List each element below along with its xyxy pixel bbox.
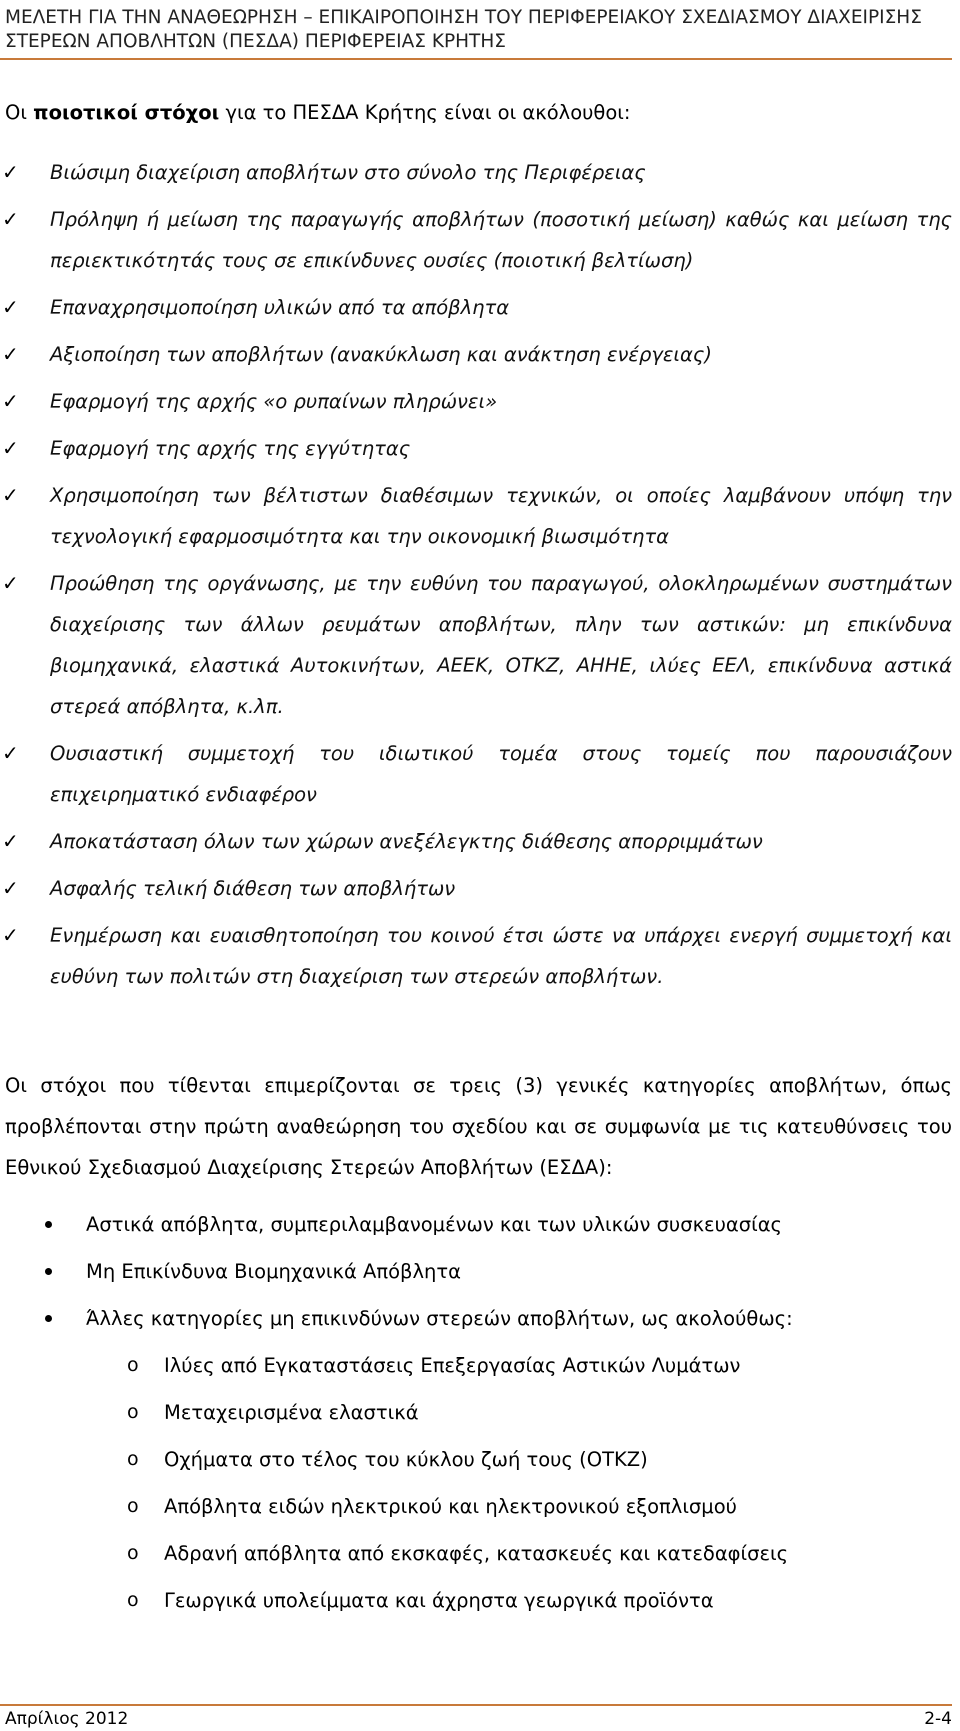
goal-text: Αποκατάσταση όλων των χώρων ανεξέλεγκτης διάθεσης απορριμμάτων [50,830,763,853]
intro-bold: ποιοτικοί στόχοι [33,101,220,124]
subcategory-text: Αδρανή απόβλητα από εκσκαφές, κατασκευές και κατεδαφίσεις [164,1542,789,1565]
subcategory-item [0,1439,952,1480]
intro-suffix: για το ΠΕΣΔΑ Κρήτης είναι οι ακόλουθοι: [219,101,631,124]
intro-line [5,100,630,126]
category-item [0,1251,952,1292]
goal-text: Ενημέρωση και ευαισθητοποίηση του κοινού έτσι ώστε να υπάρχει ενεργή συμμετοχή και ευθύνη των πολιτών στη διαχείριση των στερεών αποβλήτων. [50,924,952,988]
goal-item [0,563,952,727]
subcategory-text: Ιλύες από Εγκαταστάσεις Επεξεργασίας Αστικών Λυμάτων [164,1354,741,1377]
check-icon: ✓ [2,571,19,595]
subcategory-text: Γεωργικά υπολείμματα και άχρηστα γεωργικά προϊόντα [164,1589,714,1612]
subcategory-text: Οχήματα στο τέλος του κύκλου ζωή τους (ΟΤΚΖ) [164,1448,648,1471]
goal-item [0,475,952,557]
check-icon: ✓ [2,207,19,231]
goal-item [0,152,952,193]
page-header [5,6,950,54]
check-icon: ✓ [2,160,19,184]
check-icon: ✓ [2,436,19,460]
check-icon: ✓ [2,389,19,413]
goal-item [0,334,952,375]
page-number: 2-4 [924,1709,952,1729]
bullet-icon [45,1315,52,1322]
subcategory-item [0,1486,952,1527]
goal-text: Επαναχρησιμοποίηση υλικών από τα απόβλητα [50,296,510,319]
category-item [0,1298,952,1621]
subcategory-text: Απόβλητα ειδών ηλεκτρικού και ηλεκτρονικού εξοπλισμού [164,1495,737,1518]
goal-item [0,381,952,422]
check-icon: ✓ [2,923,19,947]
goal-text: Αξιοποίηση των αποβλήτων (ανακύκλωση και ανάκτηση ενέργειας) [50,343,712,366]
check-icon: ✓ [2,342,19,366]
category-item [0,1204,952,1245]
subcategory-item [0,1392,952,1433]
goal-item [0,821,952,862]
header-title: ΜΕΛΕΤΗ ΓΙΑ ΤΗΝ ΑΝΑΘΕΩΡΗΣΗ – ΕΠΙΚΑΙΡΟΠΟΙΗΣΗ ΤΟΥ ΠΕΡΙΦΕΡΕΙΑΚΟΥ ΣΧΕΔΙΑΣΜΟΥ ΔΙΑΧΕΙΡΙΣΗΣ ΣΤΕΡΕΩΝ ΑΠΟΒΛΗΤΩΝ (ΠΕΣΔΑ) ΠΕΡΙΦΕΡΕΙΑΣ ΚΡΗΤΗΣ [5,7,922,52]
check-icon: ✓ [2,741,19,765]
goal-item [0,868,952,909]
goal-item [0,199,952,281]
goal-item [0,287,952,328]
categories-paragraph: Οι στόχοι που τίθενται επιμερίζονται σε τρεις (3) γενικές κατηγορίες αποβλήτων, όπως προβλέπονται στην πρώτη αναθεώρηση του σχεδίου και σε συμφωνία με τις κατευθύνσεις του Εθνικού Σχεδιασμού Διαχείρισης Στερεών Αποβλήτων (ΕΣΔΑ): [5,1074,952,1179]
goal-text: Εφαρμογή της αρχής της εγγύτητας [50,437,411,460]
subcategory-item [0,1580,952,1621]
footer-divider [0,1704,952,1706]
goal-text: Προώθηση της οργάνωσης, με την ευθύνη του παραγωγού, ολοκληρωμένων συστημάτων διαχείρισης των άλλων ρευμάτων αποβλήτων, πλην των αστικών: μη επικίνδυνα βιομηχανικά, ελαστικά Αυτοκινήτων, ΑΕΕΚ, ΟΤΚΖ, ΑΗΗΕ, ιλύες ΕΕΛ, επικίνδυνα αστικά στερεά απόβλητα, κ.λπ. [50,572,952,718]
goal-item [0,428,952,469]
goal-text: Βιώσιμη διαχείριση αποβλήτων στο σύνολο της Περιφέρειας [50,161,646,184]
check-icon: ✓ [2,876,19,900]
category-text: Αστικά απόβλητα, συμπεριλαμβανομένων και των υλικών συσκευασίας [86,1213,782,1236]
circle-bullet-icon: o [127,1401,139,1423]
goal-text: Εφαρμογή της αρχής «ο ρυπαίνων πληρώνει» [50,390,498,413]
subcategory-item [0,1345,952,1386]
circle-bullet-icon: o [127,1542,139,1564]
category-text: Μη Επικίνδυνα Βιομηχανικά Απόβλητα [86,1260,461,1283]
intro-prefix: Οι [5,101,34,124]
goal-item [0,733,952,815]
goal-text: Πρόληψη ή μείωση της παραγωγής αποβλήτων (ποσοτική μείωση) καθώς και μείωση της περιεκτικότητάς τους σε επικίνδυνες ουσίες (ποιοτική βελτίωση) [50,208,952,272]
check-icon: ✓ [2,829,19,853]
check-icon: ✓ [2,483,19,507]
subcategory-text: Μεταχειρισμένα ελαστικά [164,1401,419,1424]
goal-text: Ουσιαστική συμμετοχή του ιδιωτικού τομέα στους τομείς που παρουσιάζουν επιχειρηματικό ενδιαφέρον [50,742,952,806]
check-icon: ✓ [2,295,19,319]
circle-bullet-icon: o [127,1448,139,1470]
circle-bullet-icon: o [127,1589,139,1611]
circle-bullet-icon: o [127,1354,139,1376]
goal-text: Ασφαλής τελική διάθεση των αποβλήτων [50,877,456,900]
goal-item [0,915,952,997]
goal-text: Χρησιμοποίηση των βέλτιστων διαθέσιμων τεχνικών, οι οποίες λαμβάνουν υπόψη την τεχνολογική εφαρμοσιμότητα και την οικονομική βιωσιμότητα [50,484,952,548]
footer-date: Απρίλιος 2012 [5,1709,129,1729]
subcategories-list [0,1345,952,1621]
category-text: Άλλες κατηγορίες μη επικινδύνων στερεών αποβλήτων, ως ακολούθως: [86,1307,793,1330]
bullet-icon [45,1221,52,1228]
header-divider [0,58,952,60]
waste-categories-list [0,1204,952,1627]
circle-bullet-icon: o [127,1495,139,1517]
quality-goals-list [0,152,952,1003]
bullet-icon [45,1268,52,1275]
subcategory-item [0,1533,952,1574]
